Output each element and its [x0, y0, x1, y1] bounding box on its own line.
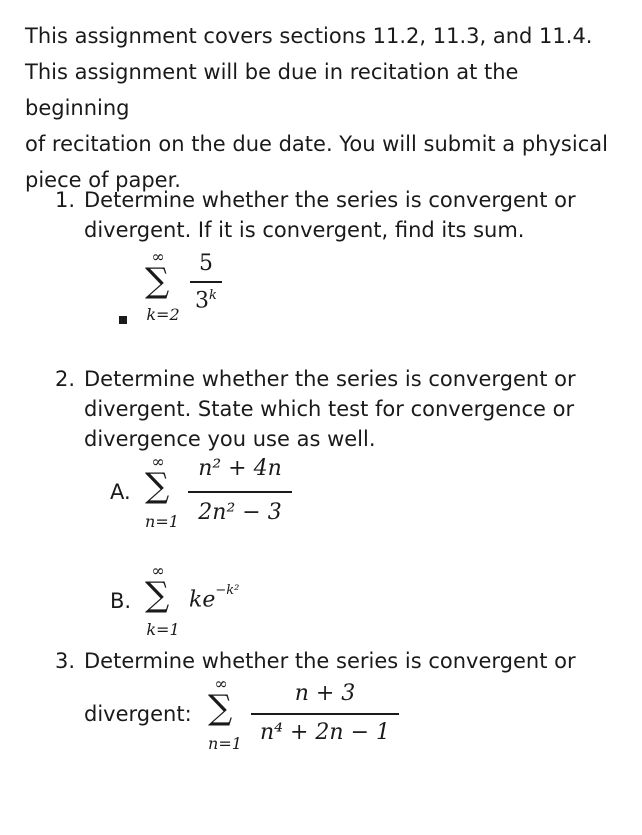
sum-lower-limit: n=1 [208, 734, 242, 753]
part-b-label: B. [110, 589, 132, 613]
problem-2-line-2: divergent. State which test for convergence or [84, 397, 575, 421]
problem-3-text [84, 646, 604, 676]
intro-line-3: of recitation on the due date. You will submit a physical [25, 132, 608, 156]
sigma-symbol: ∑ [145, 466, 170, 506]
intro-line-2: This assignment will be due in recitation at the beginning [25, 60, 519, 120]
denominator-base: 3 [195, 288, 210, 314]
fraction-denominator [190, 289, 222, 312]
problem-2 [55, 364, 615, 644]
problem-1-line-1: Determine whether the series is convergent or [84, 188, 576, 212]
fraction-bar [188, 491, 292, 493]
problem-1-text [84, 185, 604, 245]
sum-upper-limit: ∞ [151, 452, 165, 471]
fraction-numerator: n² + 4n [198, 456, 282, 481]
term-base: ke [189, 587, 216, 613]
sum-lower-limit: k=2 [146, 305, 180, 324]
denominator-exponent: k [209, 288, 217, 303]
problem-1-number: 1. [55, 188, 76, 212]
bullet-marker [119, 316, 127, 324]
problem-3 [55, 646, 615, 776]
problem-2-line-3: divergence you use as well. [84, 427, 376, 451]
intro-line-1: This assignment covers sections 11.2, 11.3, and 11.4. [25, 24, 593, 48]
problem-3-prefix: divergent: [84, 702, 192, 726]
fraction-bar [190, 281, 222, 283]
intro-paragraph [25, 18, 625, 198]
sum-upper-limit: ∞ [151, 247, 165, 266]
sum-lower-limit: n=1 [145, 512, 179, 531]
problem-2-line-1: Determine whether the series is convergent or [84, 367, 576, 391]
sum-upper-limit: ∞ [151, 561, 165, 580]
problem-2-number: 2. [55, 367, 76, 391]
fraction-bar [251, 713, 399, 715]
intro-line-4: piece of paper. [25, 168, 181, 192]
fraction-denominator: n⁴ + 2n − 1 [260, 720, 390, 745]
fraction-numerator: 5 [199, 251, 213, 276]
sum-upper-limit: ∞ [214, 674, 228, 693]
problem-2-text [84, 364, 604, 454]
sigma-symbol: ∑ [145, 261, 170, 301]
fraction-numerator: n + 3 [294, 681, 356, 706]
sum-lower-limit: k=1 [146, 620, 180, 639]
problem-1 [55, 185, 615, 335]
term-exponent: −k² [215, 583, 240, 598]
part-a-label: A. [110, 480, 131, 504]
problem-1-line-2: divergent. If it is convergent, find its sum. [84, 218, 525, 242]
sigma-symbol: ∑ [145, 575, 170, 615]
problem-3-line-1: Determine whether the series is convergent or [84, 649, 576, 673]
series-term [189, 583, 240, 613]
sigma-symbol: ∑ [208, 688, 233, 728]
fraction-denominator: 2n² − 3 [198, 500, 282, 525]
problem-3-number: 3. [55, 649, 76, 673]
